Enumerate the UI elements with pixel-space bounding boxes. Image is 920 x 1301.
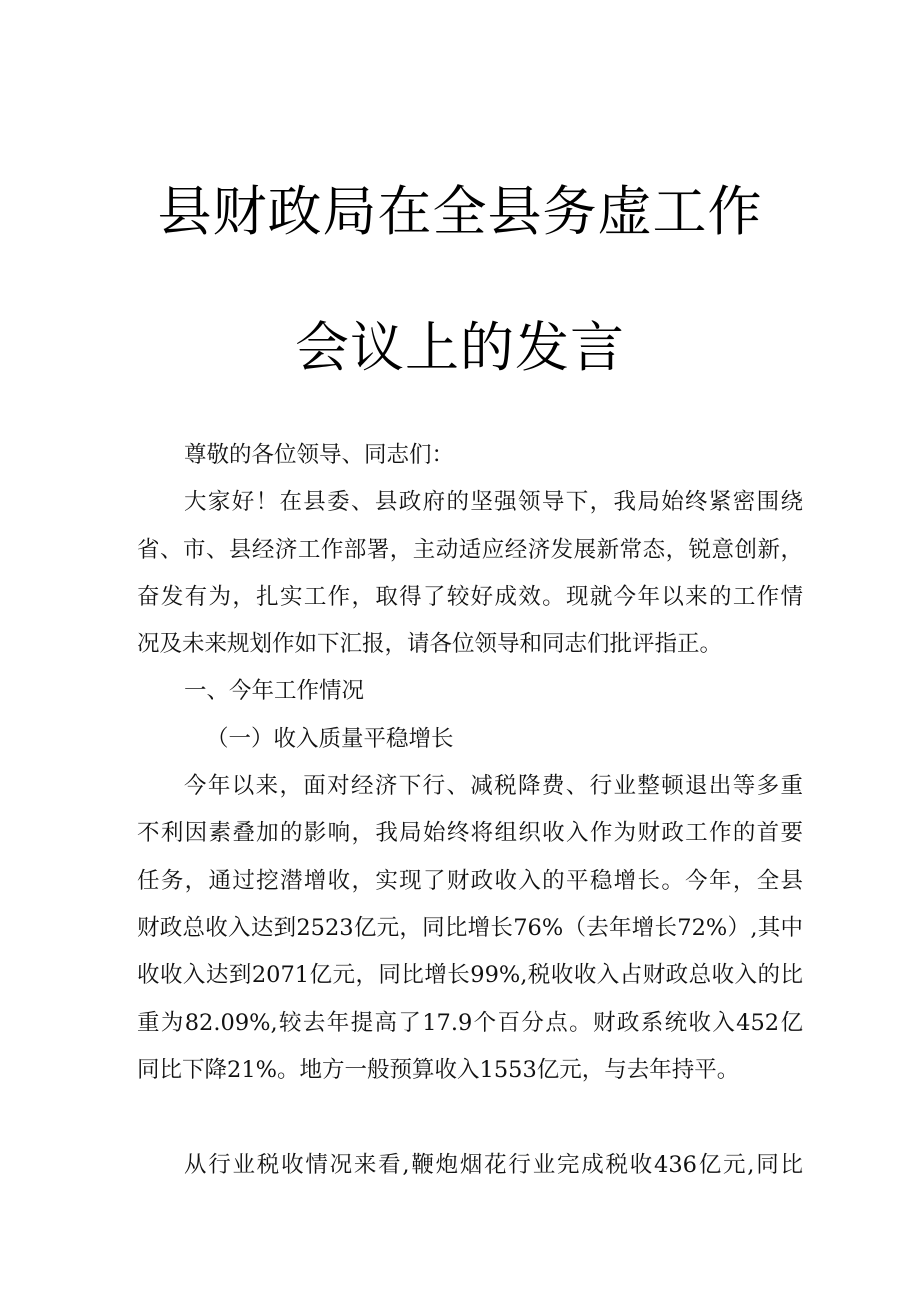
paragraph-line: 任务，通过挖潜增收，实现了财政收入的平稳增长。今年，全县: [137, 867, 803, 894]
paragraph-line: 不利因素叠加的影响，我局始终将组织收入作为财政工作的首要: [137, 820, 803, 847]
paragraph-line: 收收入达到2071亿元，同比增长99%,税收收入占财政总收入的比: [137, 962, 803, 989]
document-body: [137, 432, 803, 1094]
paragraph-line: 财政总收入达到2523亿元，同比增长76%（去年增长72%）,其中: [137, 914, 803, 941]
paragraph-line: 奋发有为，扎实工作，取得了较好成效。现就今年以来的工作情: [137, 583, 803, 610]
paragraph-line: 今年以来，面对经济下行、减税降费、行业整顿退出等多重: [184, 773, 803, 800]
salutation: 尊敬的各位领导、同志们：: [184, 442, 455, 468]
document-body-continued: [137, 1142, 803, 1189]
section-heading: 一、今年工作情况: [184, 678, 365, 705]
paragraph-line: 省、市、县经济工作部署，主动适应经济发展新常态，锐意创新，: [137, 536, 803, 563]
paragraph-line: 从行业税收情况来看,鞭炮烟花行业完成税收436亿元,同比: [184, 1152, 803, 1178]
document-title-line-1: 县财政局在全县务虚工作: [157, 180, 763, 243]
paragraph-line: 大家好！在县委、县政府的坚强领导下，我局始终紧密围绕: [184, 489, 803, 516]
paragraph-line: 重为82.09%,较去年提高了17.9个百分点。财政系统收入452亿: [137, 1009, 803, 1036]
paragraph-line: 同比下降21%。地方一般预算收入1553亿元，与去年持平。: [137, 1056, 740, 1083]
paragraph-line: 况及未来规划作如下汇报，请各位领导和同志们批评指正。: [137, 631, 723, 658]
subsection-heading: （一）收入质量平稳增长: [206, 725, 454, 752]
document-title-line-2: 会议上的发言: [295, 316, 625, 379]
